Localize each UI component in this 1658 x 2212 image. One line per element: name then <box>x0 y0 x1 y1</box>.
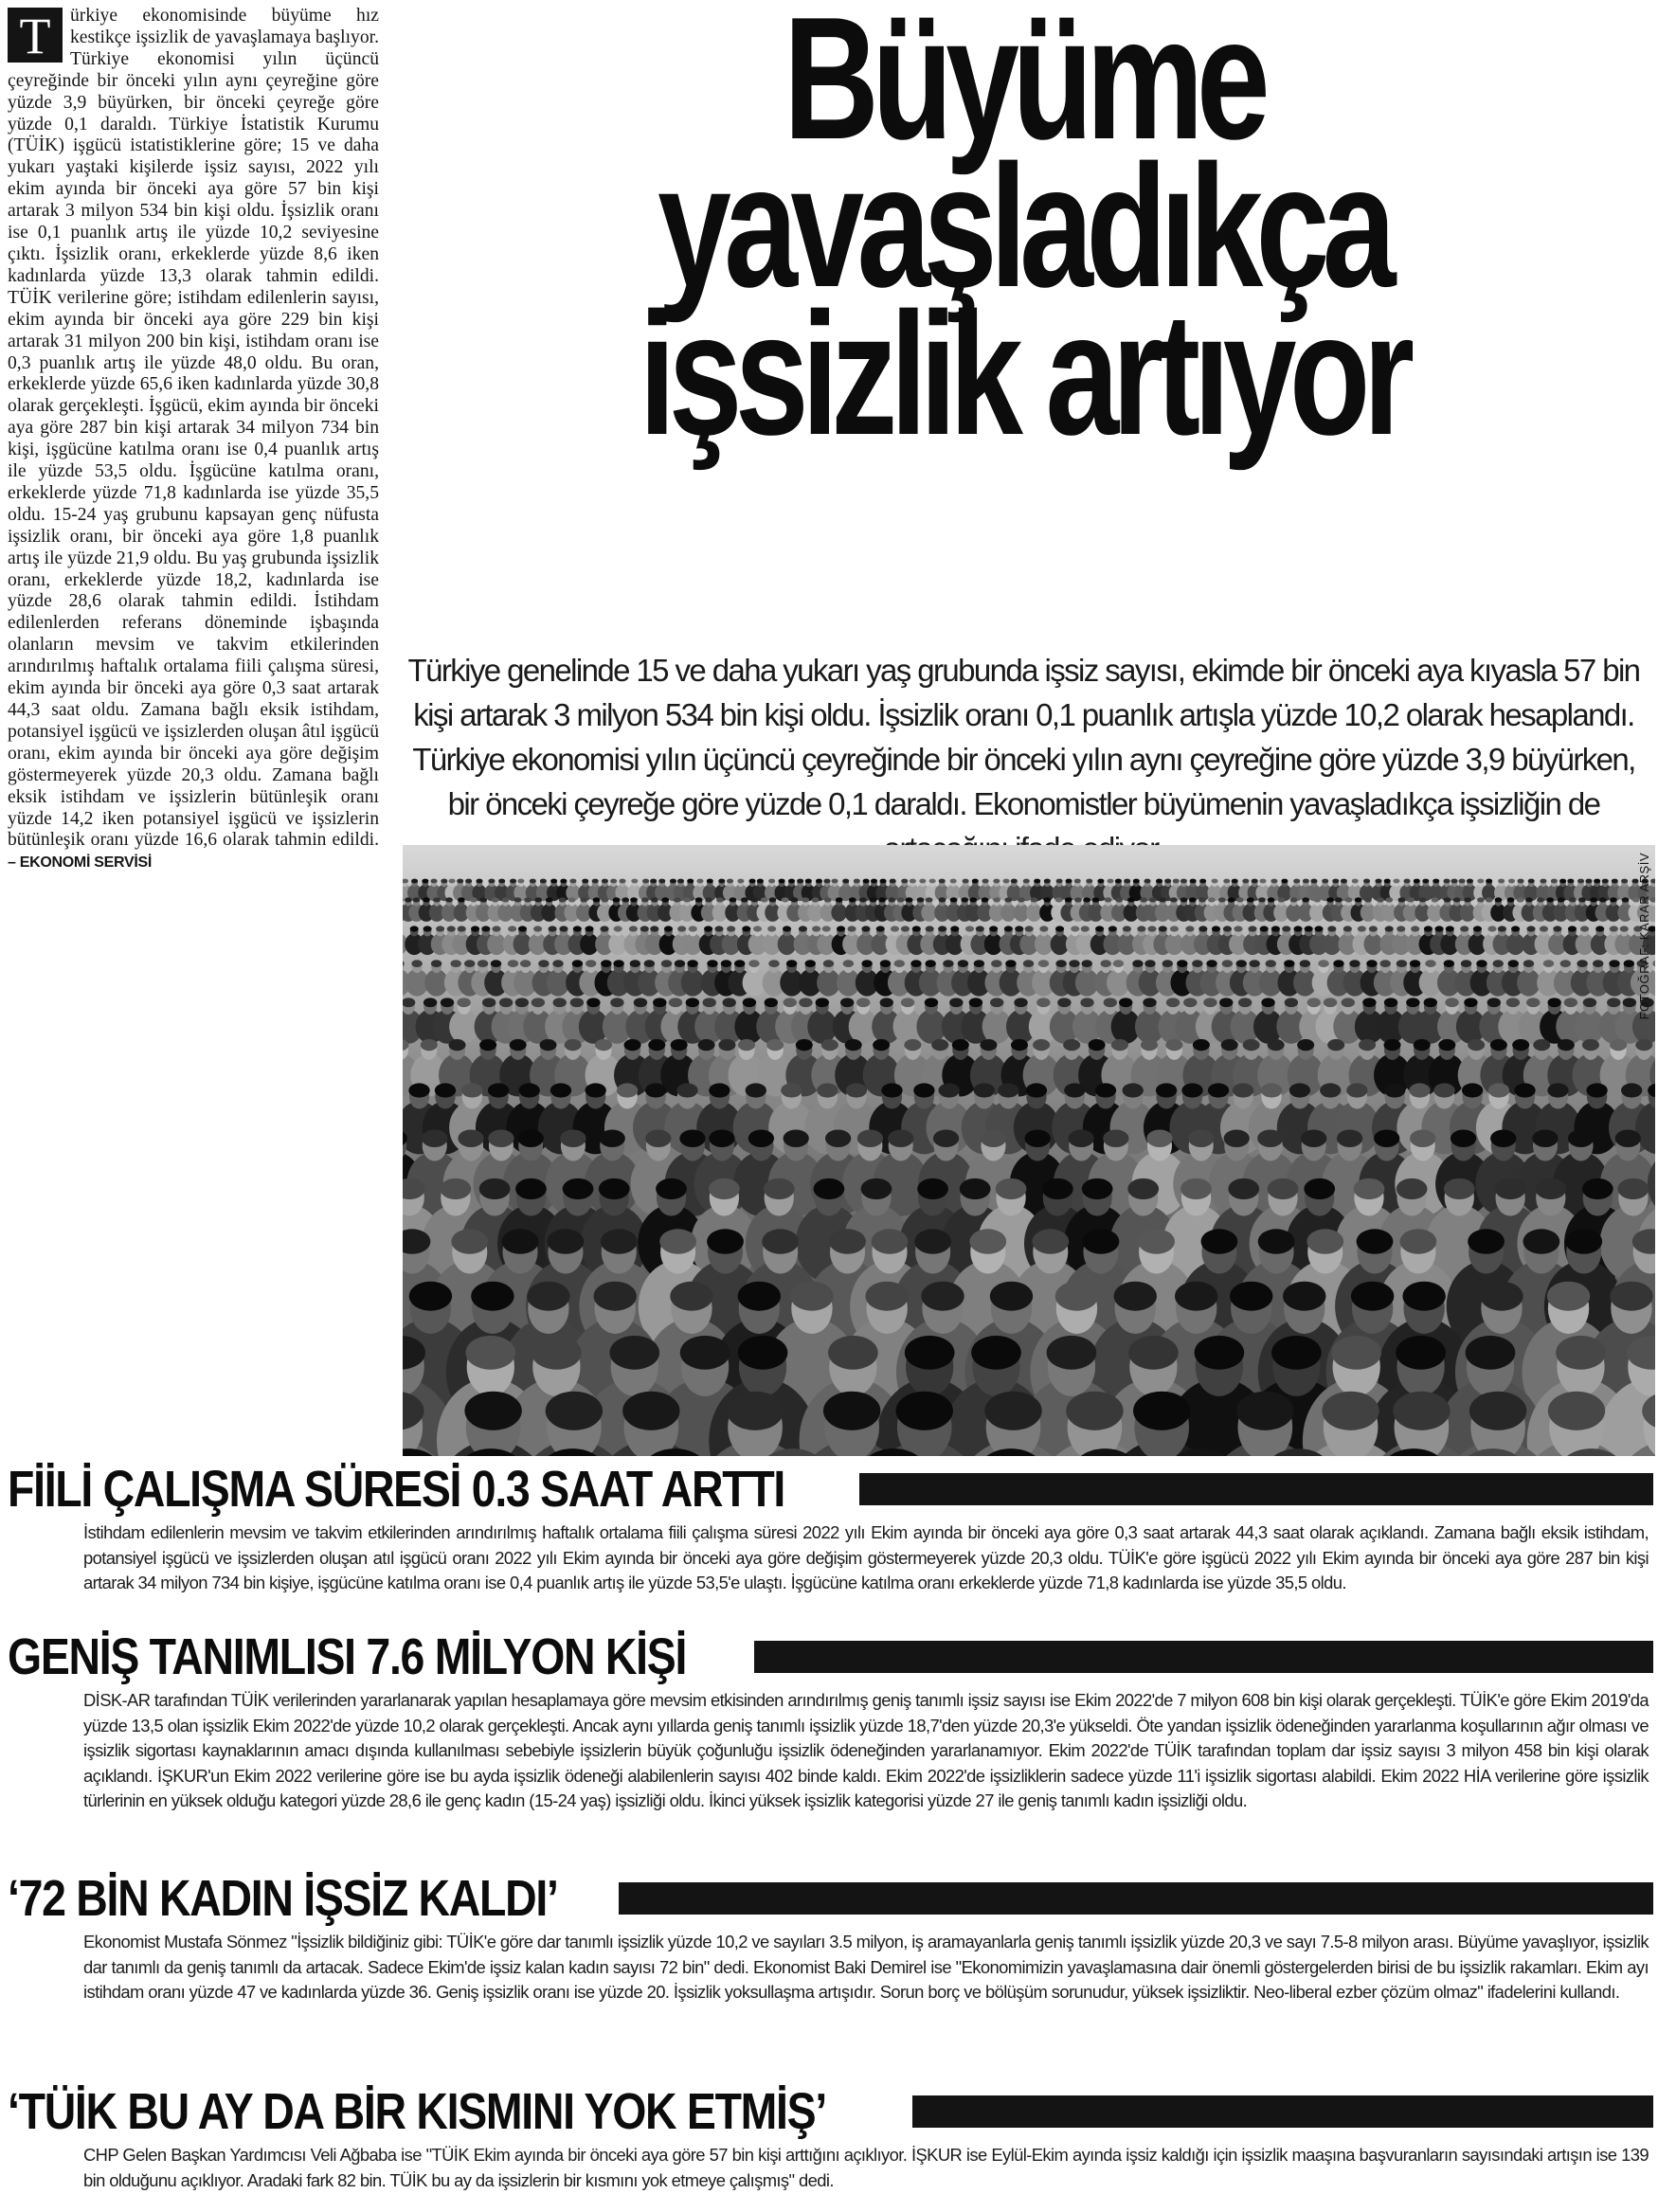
headline <box>393 0 1653 471</box>
section-header-broad-definition <box>8 1629 1653 1684</box>
headline-line-1: Büyüme <box>783 0 1264 175</box>
drop-cap: T <box>8 8 63 63</box>
left-column-text: ürkiye ekonomisinde büyüme hız kestikçe işsizlik de yavaşlamaya başlıyor. Türkiye ekonomisi yılın üçüncü çeyreğinde bir önceki yılın aynı çeyreğine göre yüzde 3,9 büyürken, bir önceki çeyreğe göre yüzde 0,1 daraldı. Türkiye İstatistik Kurumu (TÜİK) işgücü istatistiklerine göre; 15 ve daha yukarı yaştaki kişilerde işsiz sayısı, 2022 yılı ekim ayında bir önceki aya göre 57 bin kişi artarak 3 milyon 534 bin kişi oldu. İşsizlik oranı ise 0,1 puanlık artış ile yüzde 10,2 seviyesine çıktı. İşsizlik oranı, erkeklerde yüzde 8,6 iken kadınlarda yüzde 13,3 olarak tahmin edildi. TÜİK verilerine göre; istihdam edilenlerin sayısı, ekim ayında bir önceki aya göre 229 bin kişi artarak 31 milyon 200 bin kişi, istihdam oranı ise 0,3 puanlık artış ile yüzde 48,0 oldu. Bu oran, erkeklerde yüzde 65,6 iken kadınlarda yüzde 30,8 olarak gerçekleşti. İşgücü, ekim ayında bir önceki aya göre 287 bin kişi artarak 34 milyon 734 bin kişi, işgücüne katılma oranı ise 0,4 puanlık artış ile yüzde 53,5 oldu. İşgücüne katılma oranı, erkeklerde yüzde 71,8 kadınlarda ise yüzde 35,5 oldu. 15-24 yaş grubunu kapsayan genç nüfusta işsizlik oranı, bir önceki aya göre 1,8 puanlık artış ile yüzde 21,9 oldu. Bu yaş grubunda işsizlik oranı, erkeklerde yüzde 18,2, kadınlarda ise yüzde 28,6 olarak tahmin edildi. İstihdam edilenlerden referans döneminde işbaşında olanların mevsim ve takvim etkilerinden arındırılmış haftalık ortalama fiili çalışma süresi, ekim ayında bir önceki aya göre 0,3 saat artarak 44,3 saat oldu. Zamana bağlı eksik istihdam, potansiyel işgücü ve işsizlerden oluşan âtıl işgücü oranı, ekim ayında bir önceki aya göre değişim göstermeyerek yüzde 20,3 oldu. Zamana bağlı eksik istihdam ve işsizlerin bütünleşik oranı yüzde 14,2 iken potansiyel işgücü ve işsizlerin bütünleşik oranı yüzde 16,6 olarak tahmin edildi. <box>8 6 379 851</box>
crowd-photo <box>403 845 1655 1456</box>
left-column-article <box>8 6 379 1455</box>
section-header-tuik <box>8 2084 1653 2139</box>
author-byline: – EKONOMİ SERVİSİ <box>8 854 152 872</box>
section-title: GENİŞ TANIMLISI 7.6 MİLYON KİŞİ <box>8 1628 687 1685</box>
section-header-women-unemployed <box>8 1871 1653 1926</box>
lead-paragraph: Türkiye genelinde 15 ve daha yukarı yaş grubunda işsiz sayısı, ekimde bir önceki aya kıyasla 57 bin kişi artarak 3 milyon 534 bin kişi oldu. İşsizlik oranı 0,1 puanlık artışla yüzde 10,2 olarak hesaplandı. Türkiye ekonomisi yılın üçüncü çeyreğinde bir önceki yılın aynı çeyreğine göre yüzde 3,9 büyürken, bir önceki çeyreğe göre yüzde 0,1 daraldı. Ekonomistler büyümenin yavaşladıkça işsizliğin de <box>407 653 1640 821</box>
headline-line-2: yavaşladıkça <box>658 128 1389 323</box>
section-bar <box>619 1882 1653 1915</box>
section-title: ‘TÜİK BU AY DA BİR KISMINI YOK ETMİŞ’ <box>8 2083 826 2140</box>
section-body-working-hours: İstihdam edilenlerin mevsim ve takvim etkilerinden arındırılmış haftalık ortalama fiili çalışma süresi 2022 yılı Ekim ayında bir önceki aya göre 0,3 saat artarak 44,3 saat olarak açıklandı. Zamana bağlı eksik istihdam, potansiyel işgücü ve işsizlerden oluşan atıl işgücü oranı 2022 yılı Ekim ayında bir önceki aya göre değişim göstermeyerek yüzde 20,3 oldu. TÜİK'e göre işgücü 2022 yılı Ekim ayında bir önceki aya göre 287 bin kişi artarak 34 milyon 734 bin kişiye, işgücüne katılma oranı ise 0,4 puanlık artış ile yüzde 53,5'e ulaştı. İşgücüne katılma oranı erkeklerde yüzde 71,8 kadınlarda ise yüzde 35,5 oldu. <box>83 1522 1649 1592</box>
section-title: FİİLİ ÇALIŞMA SÜRESİ 0.3 SAAT ARTTI <box>8 1461 785 1518</box>
section-bar <box>859 1473 1653 1505</box>
section-header-working-hours <box>8 1462 1653 1517</box>
section-body-tuik: CHP Gelen Başkan Yardımcısı Veli Ağbaba ise "TÜİK Ekim ayında bir önceki aya göre 57 bin kişi arttığını açıklıyor. İŞKUR ise Eylül-Ekim ayında işsiz kaldığı için işsizlik maaşına başvuranların sayısındaki artışın ise 139 bin olduğunu açıklıyor. Aradaki fark 82 bin. TÜİK bu ay da işsizlerin bir kısmını yok etmeye çalışmış" dedi. <box>83 2145 1649 2190</box>
photo-credit: FOTOĞRAF: KARAR ARŞİV <box>1637 853 1651 1020</box>
section-body-broad-definition: DİSK-AR tarafından TÜİK verilerinden yararlanarak yapılan hesaplamaya göre mevsim etkisinden arındırılmış geniş tanımlı işsiz sayısı ise Ekim 2022'de 7 milyon 608 bin kişi olarak gerçekleşti. TÜİK'e göre Ekim 2019'da yüzde 13,5 olan işsizlik Ekim 2022'de yüzde 10,2 olarak gerçekleşti. Ancak aynı yıllarda geniş tanımlı işsizlik yüzde 18,7'den yüzde 20,3'e yükseldi. Öte yandan işsizlik ödeneğinden yararlanma koşullarının ağır olması ve işsizlik sigortası kaynaklarının amacı dışında kullanılması sebebiyle işsizlerin büyük çoğunluğu işsizlik ödeneğinden yararlanamıyor. Ekim 2022'de TÜİK tarafından toplam dar işsiz sayısı 3 milyon 458 bin kişi olarak açıklandı. İŞKUR'un Ekim 2022 verilerine göre ise bu ayda işsizlik ödeneği alabilenlerin sayısı 402 binde kaldı. Ekim 2022'de işsizliklerin sadece yüzde 11'i işsizlik sigortası alabildi. Ekim 2022 HİA verilerine göre işsizlik türlerinin en yüksek olduğu kategori yüzde 28,6 ile genç kadın (15-24 yaş) işsizliği oldu. İkinci yüksek işsizlik kategorisi yüzde 27 ile geniş tanımlı kadın işsizliği oldu. <box>83 1690 1649 1810</box>
section-bar <box>912 2095 1653 2128</box>
section-body-women-unemployed: Ekonomist Mustafa Sönmez "İşsizlik bildiğiniz gibi: TÜİK'e göre dar tanımlı işsizlik yüzde 10,2 ve sayıları 3.5 milyon, iş aramayanlarla geniş tanımlı işsizlik yüzde 20,3 ve sayı 7.5-8 milyon arası. Büyüme yavaşlıyor, işsizlik dar tanımlı da geniş tanımlı da artacak. Sadece Ekim'de işsiz kalan kadın sayısı 72 bin" dedi. Ekonomist Baki Demirel ise "Ekonomimizin yavaşlamasına dair önemli göstergelerden birisi de bu işsizlik rakamları. Ekim ayı istihdam oranı yüzde 47 ve kadınlarda yüzde 36. Geniş işsizlik oranı ise yüzde 20. İşsizlik yoksullaşma artışıdır. Sorun borç ve bölüşüm sorunudur, yüksek işsizliktir. Neo-liberal ezber çözüm olmaz" ifadelerini kullandı. <box>83 1932 1649 2002</box>
headline-line-3: işsizlik artıyor <box>639 276 1408 471</box>
section-title: ‘72 BİN KADIN İŞSİZ KALDI’ <box>8 1870 558 1927</box>
crowd-illustration <box>403 845 1655 1456</box>
section-bar <box>754 1641 1653 1673</box>
